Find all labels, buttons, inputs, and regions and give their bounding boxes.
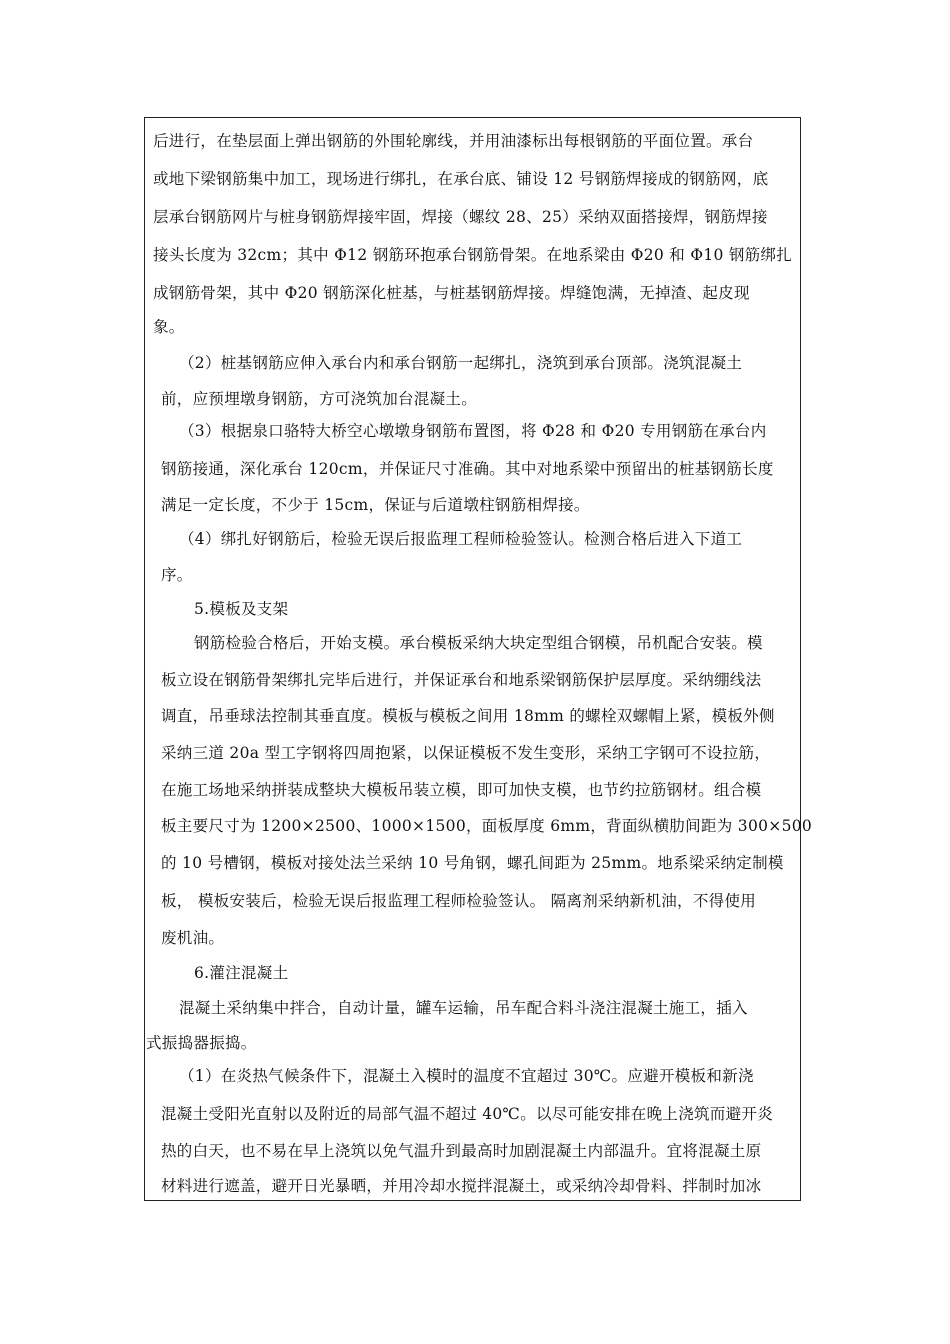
- text-line: 混凝土采纳集中拌合，自动计量，罐车运输，吊车配合料斗浇注混凝土施工，插入: [179, 999, 748, 1017]
- text-line: 接头长度为 32cm；其中 Φ12 钢筋环抱承台钢筋骨架。在地系梁由 Φ20 和 Φ10 钢筋绑扎: [153, 246, 793, 264]
- text-line: 板主要尺寸为 1200×2500、1000×1500，面板厚度 6mm，背面纵横肋间距为 300×500: [161, 817, 813, 835]
- text-line: （2）桩基钢筋应伸入承台内和承台钢筋一起绑扎，浇筑到承台顶部。浇筑混凝土: [179, 354, 743, 372]
- document-table-cell: [144, 117, 813, 1201]
- text-line: 板， 模板安装后，检验无误后报监理工程师检验签认。 隔离剂采纳新机油，不得使用: [161, 892, 757, 910]
- text-line: 层承台钢筋网片与桩身钢筋焊接牢固，焊接（螺纹 28、25）采纳双面搭接焊，钢筋焊接: [153, 208, 768, 226]
- text-line: 序。: [161, 566, 193, 584]
- text-line: （1）在炎热气候条件下，混凝土入模时的温度不宜超过 30℃。应避开模板和新浇: [179, 1067, 754, 1085]
- text-line: 板立设在钢筋骨架绑扎完毕后进行，并保证承台和地系梁钢筋保护层厚度。采纳绷线法: [161, 671, 762, 689]
- text-line: 或地下梁钢筋集中加工，现场进行绑扎，在承台底、铺设 12 号钢筋焊接成的钢筋网，底: [153, 170, 769, 188]
- section-heading: 6.灌注混凝土: [194, 964, 289, 982]
- text-line: （4）绑扎好钢筋后，检验无误后报监理工程师检验签认。检测合格后进入下道工: [179, 530, 743, 548]
- text-line: 式振捣器振捣。: [146, 1034, 257, 1052]
- text-line: 调直，吊垂球法控制其垂直度。模板与模板之间用 18mm 的螺栓双螺帽上紧，模板外侧: [161, 707, 775, 725]
- text-line: 采纳三道 20a 型工字钢将四周抱紧，以保证模板不发生变形，采纳工字钢可不设拉筋，: [161, 744, 771, 762]
- text-line: 钢筋检验合格后，开始支模。承台模板采纳大块定型组合钢模，吊机配合安装。模: [194, 634, 763, 652]
- text-line: 的 10 号槽钢，模板对接处法兰采纳 10 号角钢，螺孔间距为 25mm。地系梁采纳定制模: [161, 854, 784, 872]
- text-line: 材料进行遮盖，避开日光暴晒，并用冷却水搅拌混凝土，或采纳冷却骨料、拌制时加冰: [161, 1177, 762, 1195]
- text-line: 混凝土受阳光直射以及附近的局部气温不超过 40℃。以尽可能安排在晚上浇筑而避开炎: [161, 1105, 773, 1123]
- text-line: 废机油。: [161, 929, 225, 947]
- text-line: 热的白天，也不易在早上浇筑以免气温升到最高时加剧混凝土内部温升。宜将混凝土原: [161, 1142, 762, 1160]
- text-line: 满足一定长度，不少于 15cm，保证与后道墩柱钢筋相焊接。: [161, 496, 590, 514]
- text-line: （3）根据泉口骆特大桥空心墩墩身钢筋布置图，将 Φ28 和 Φ20 专用钢筋在承台内: [179, 422, 767, 440]
- text-line: 象。: [153, 318, 185, 336]
- section-heading: 5.模板及支架: [194, 600, 289, 618]
- text-line: 前，应预埋墩身钢筋，方可浇筑加台混凝土。: [161, 390, 478, 408]
- text-line: 钢筋接通，深化承台 120cm，并保证尺寸准确。其中对地系梁中预留出的桩基钢筋长度: [161, 460, 774, 478]
- text-line: 后进行，在垫层面上弹出钢筋的外围轮廓线，并用油漆标出每根钢筋的平面位置。承台: [153, 132, 754, 150]
- text-line: 成钢筋骨架，其中 Φ20 钢筋深化桩基，与桩基钢筋焊接。焊缝饱满，无掉渣、起皮现: [153, 284, 750, 302]
- text-line: 在施工场地采纳拼装成整块大模板吊装立模，即可加快支模，也节约拉筋钢材。组合模: [161, 781, 762, 799]
